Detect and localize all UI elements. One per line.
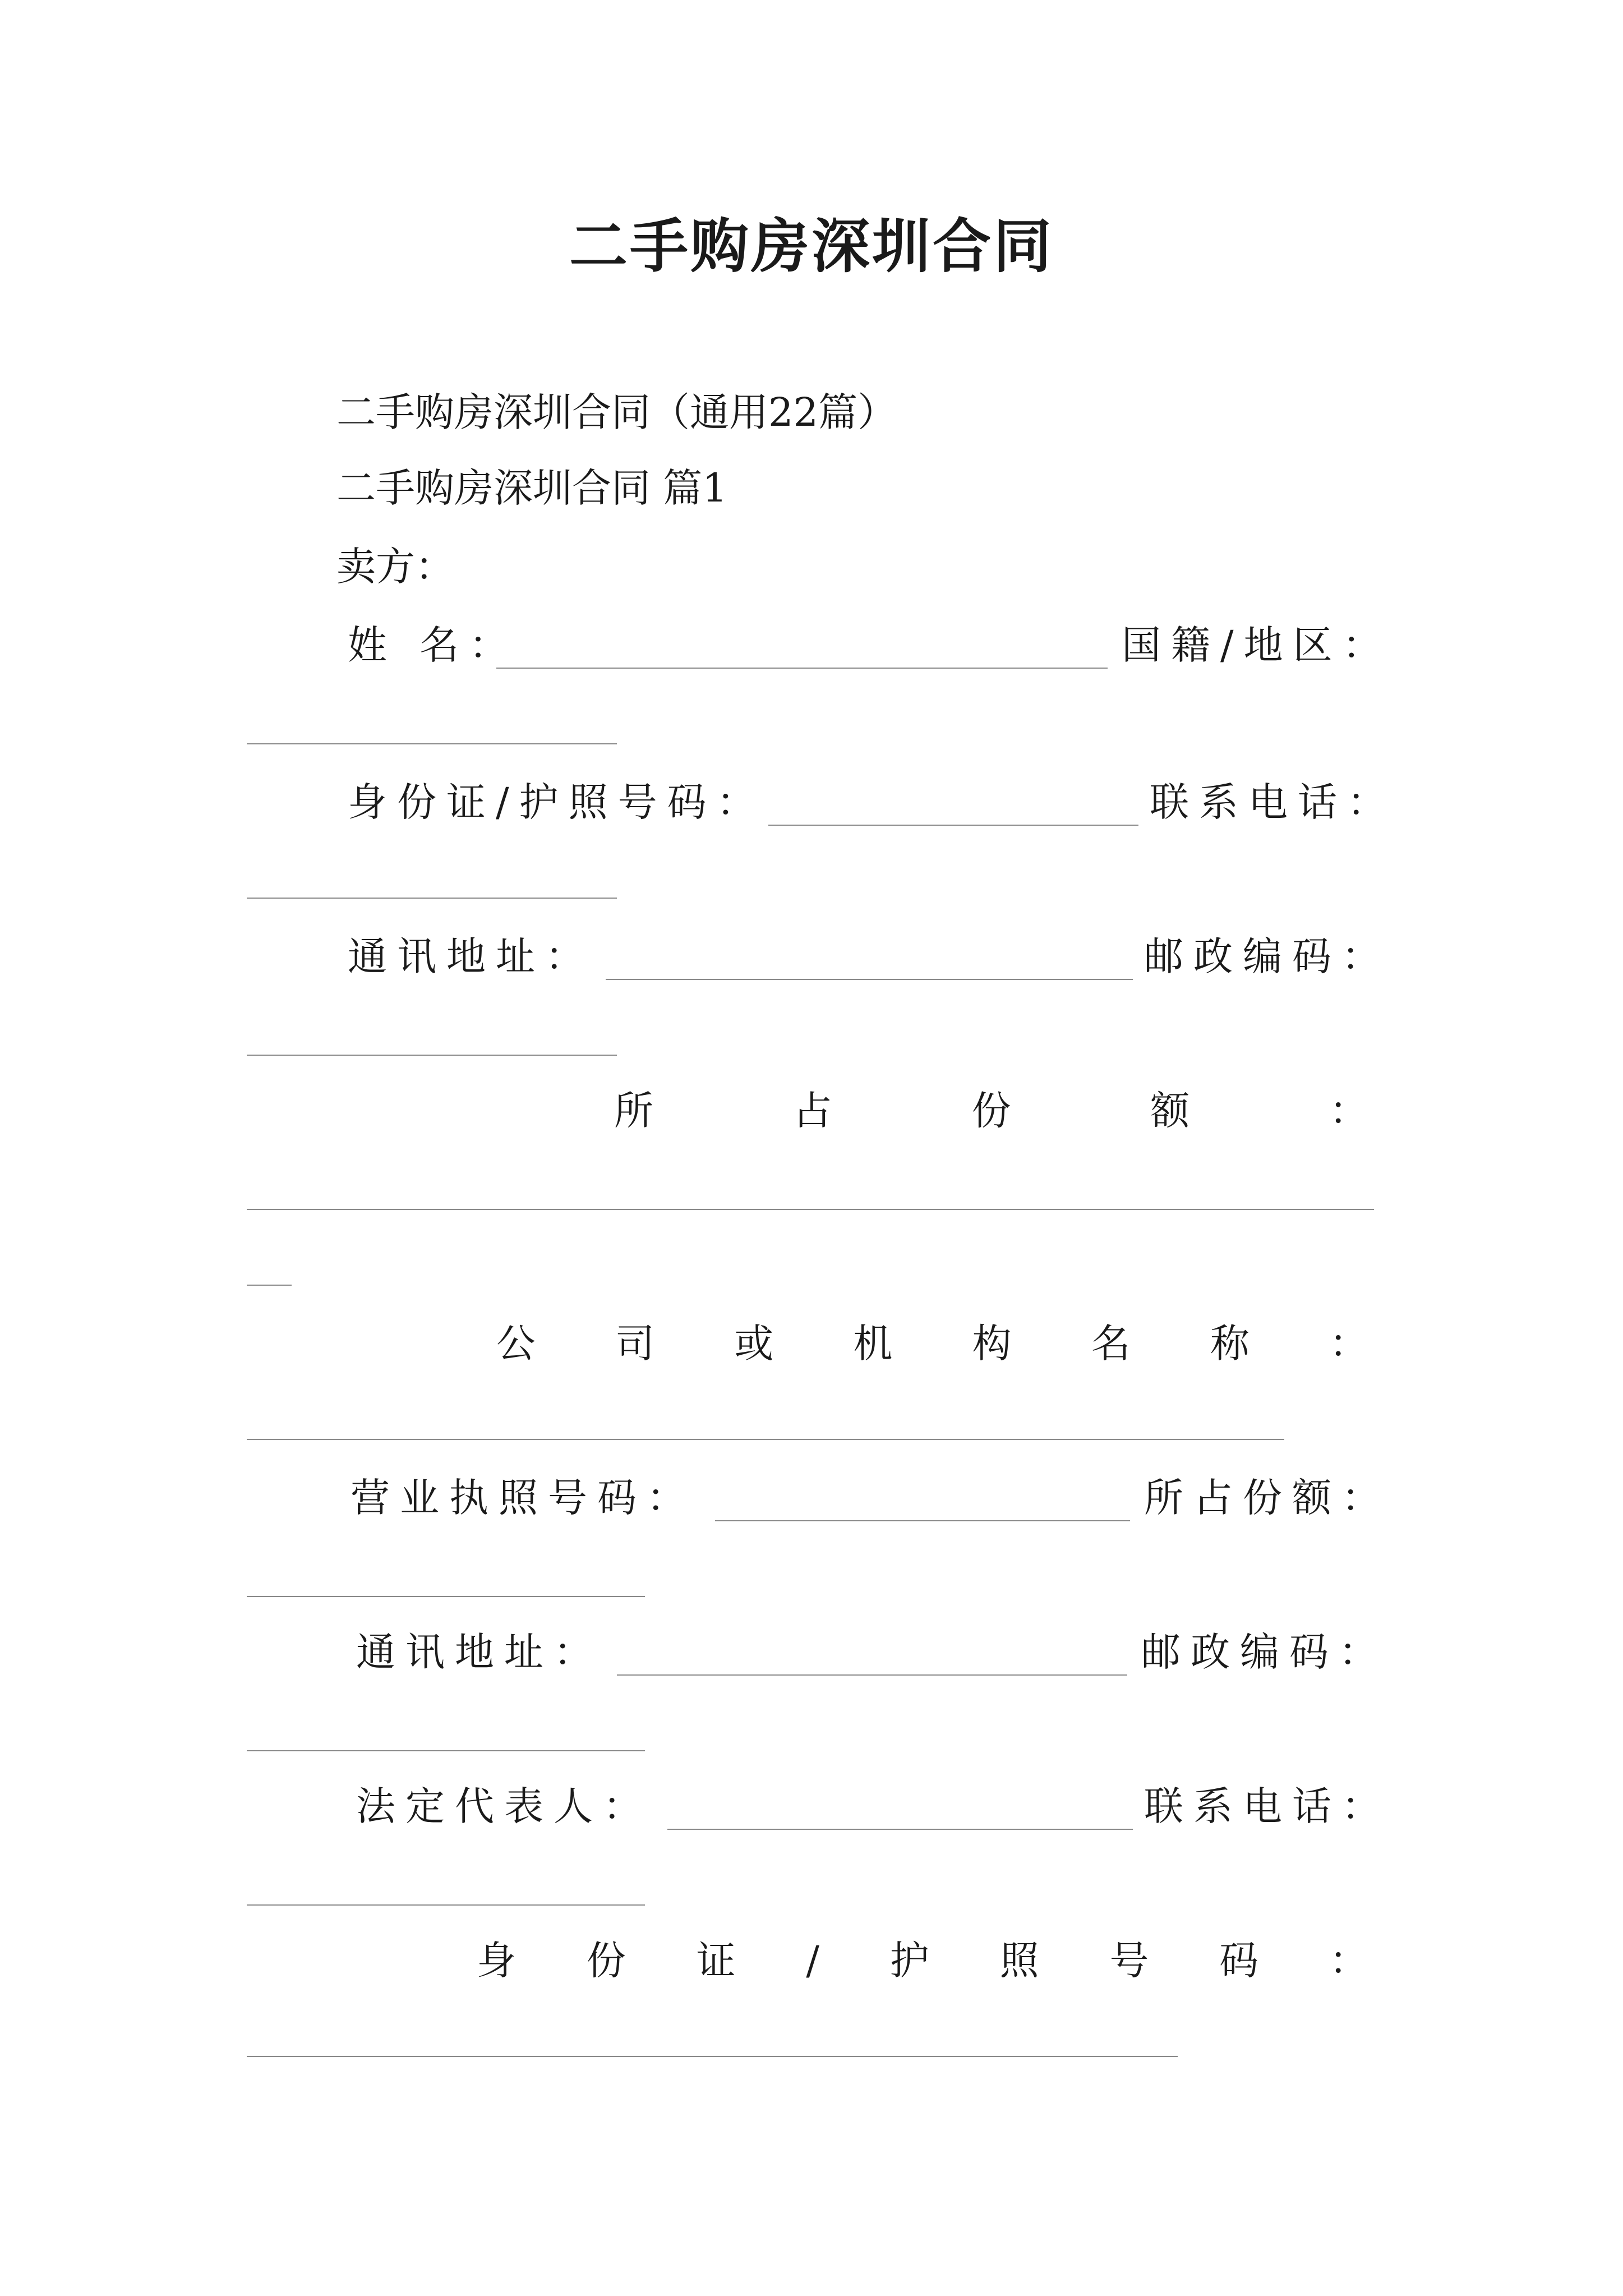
- phone2-label: 联系电话：: [1144, 1783, 1391, 1829]
- share-char: 所: [614, 1088, 653, 1134]
- id-char: 身: [477, 1938, 516, 1984]
- postcode-label: 邮政编码：: [1144, 933, 1391, 979]
- address2-field-line: [617, 1674, 1127, 1676]
- id-char: /: [806, 1938, 819, 1984]
- postcode2-field-line: [247, 1750, 645, 1751]
- nationality-field-line: [247, 743, 617, 744]
- company-field-line: [247, 1439, 1284, 1440]
- company-char: 名: [1091, 1320, 1131, 1366]
- company-char: 或: [734, 1320, 774, 1366]
- share-field-line-tail: [247, 1285, 292, 1286]
- id-char: 号: [1109, 1938, 1149, 1984]
- company-char: 机: [853, 1320, 893, 1366]
- page-title: 二手购房深圳合同: [569, 211, 1054, 280]
- company-char: 称: [1210, 1320, 1249, 1366]
- phone-label: 联系电话：: [1150, 779, 1396, 825]
- id-char: 码: [1219, 1938, 1259, 1984]
- phone-field-line: [247, 898, 617, 899]
- postcode-field-line: [247, 1055, 617, 1056]
- id-char: 份: [586, 1938, 626, 1984]
- share2-field-line: [247, 1596, 645, 1597]
- address-field-line: [606, 979, 1133, 980]
- id-char: 护: [889, 1938, 929, 1984]
- seller-label: 卖方：: [336, 544, 454, 590]
- legal-rep-field-line: [667, 1829, 1133, 1830]
- phone2-field-line: [247, 1904, 645, 1906]
- license-field-line: [715, 1520, 1130, 1521]
- id-char: ：: [1329, 1938, 1368, 1984]
- nationality-label: 国籍/地区：: [1122, 622, 1392, 668]
- share-char: 占: [792, 1088, 832, 1134]
- share-char: 份: [971, 1088, 1011, 1134]
- name-label: 姓 名：: [348, 622, 519, 668]
- id-passport-field-line: [768, 825, 1138, 826]
- legal-rep-label: 法定代表人：: [356, 1783, 652, 1829]
- address-label: 通讯地址：: [348, 933, 594, 979]
- id-field-line: [247, 2056, 1178, 2057]
- company-char: 公: [496, 1320, 536, 1366]
- name-field-line: [496, 668, 1108, 669]
- share-char: 额: [1150, 1088, 1190, 1134]
- section-heading: 二手购房深圳合同 篇1: [336, 465, 727, 511]
- share-field-line: [247, 1209, 1374, 1210]
- company-char: ：: [1329, 1320, 1368, 1366]
- share-label: 所占份额：: [1144, 1475, 1391, 1521]
- id-label-spread: [477, 1938, 1368, 1984]
- share-label-spread: [614, 1088, 1368, 1134]
- company-char: 构: [972, 1320, 1012, 1366]
- company-char: 司: [615, 1320, 655, 1366]
- id-passport-label: 身份证/护照号码：: [348, 779, 766, 825]
- document-subtitle: 二手购房深圳合同（通用22篇）: [336, 389, 897, 435]
- company-label-spread: [496, 1320, 1368, 1366]
- share-char: ：: [1329, 1088, 1368, 1134]
- id-char: 照: [999, 1938, 1039, 1984]
- id-char: 证: [696, 1938, 736, 1984]
- license-label: 营业执照号码：: [351, 1475, 696, 1521]
- address2-label: 通讯地址：: [356, 1629, 603, 1675]
- postcode2-label: 邮政编码：: [1141, 1629, 1388, 1675]
